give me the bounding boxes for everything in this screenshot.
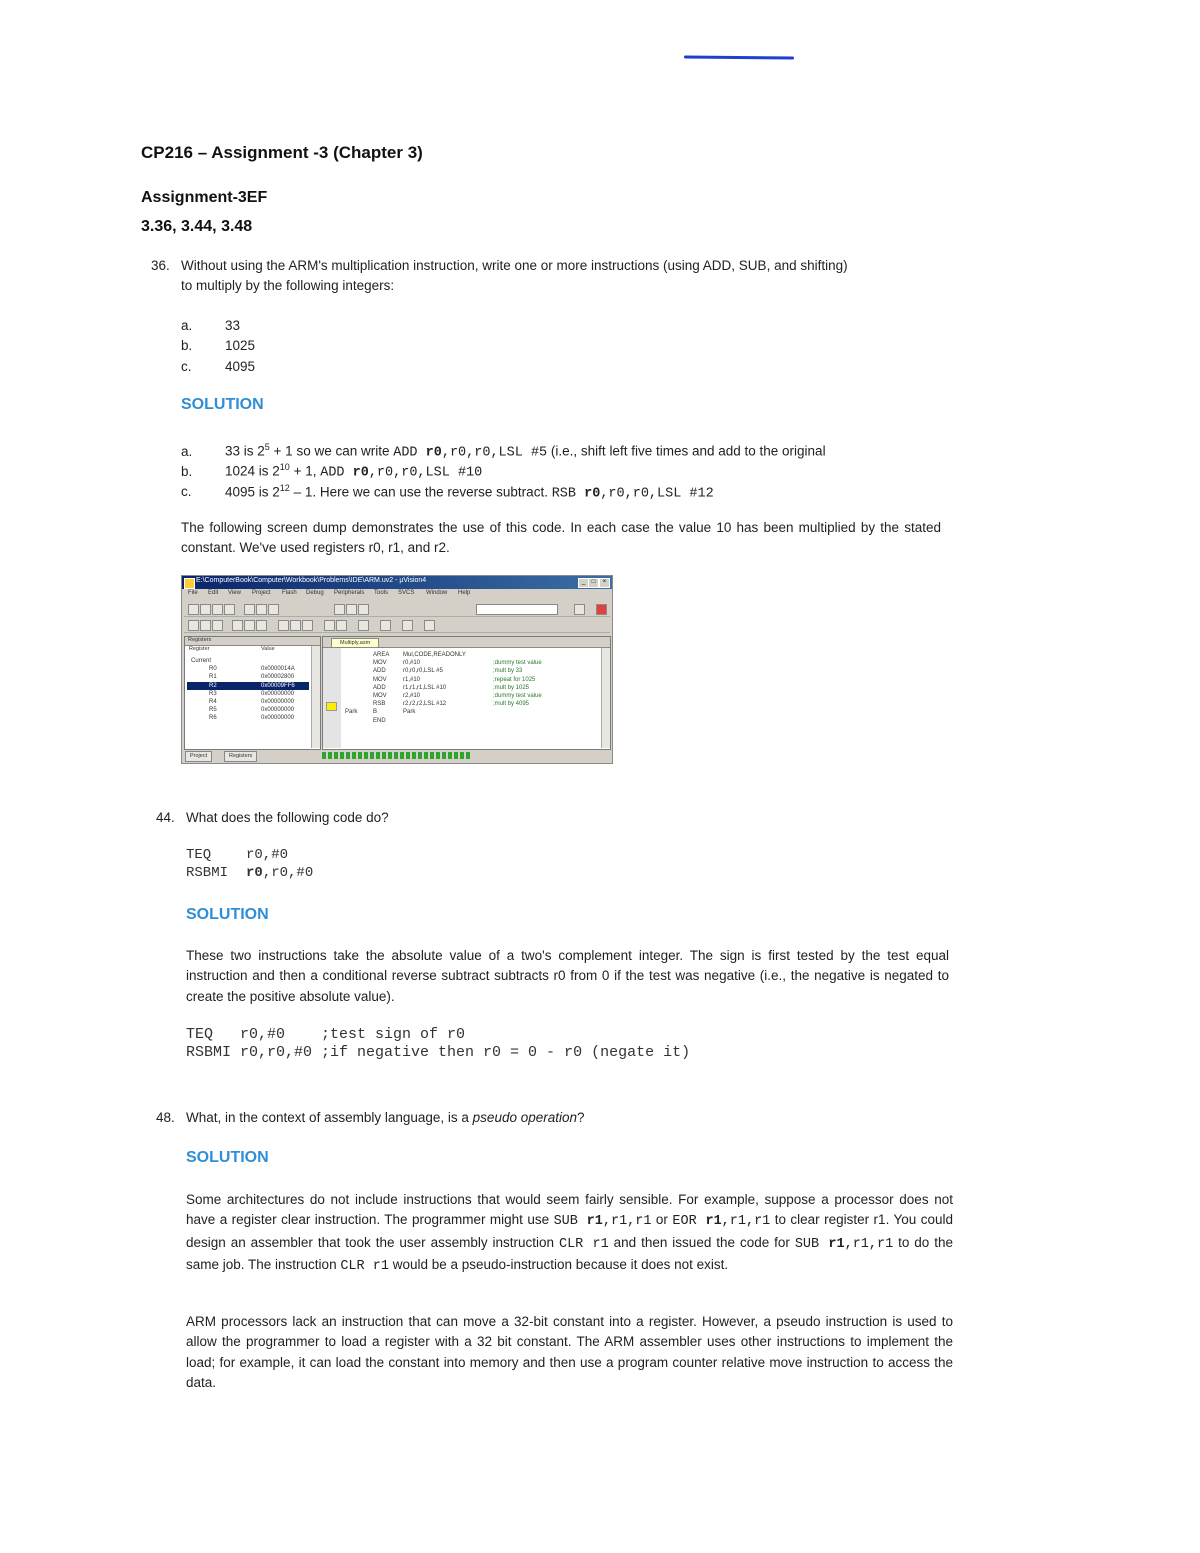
indent-icon bbox=[358, 604, 369, 615]
ide-window-title: E:\ComputerBook\Computer\Workbook\Problems\IDE\ARM.uv2 - µVision4 bbox=[196, 577, 427, 584]
menu-item: File bbox=[188, 590, 198, 596]
find-icon bbox=[334, 604, 345, 615]
system-viewer-icon bbox=[402, 620, 413, 631]
q48-number: 48. bbox=[156, 1110, 175, 1125]
q44-answer: These two instructions take the absolute value of a two's complement integer. The sign is first tested by the test equal instruction and then a conditional reverse subtract subtracts r0 from 0 if the test was negative (i.e., the negative is negated to create the positive absolute value). bbox=[186, 948, 949, 1004]
menu-item: Flash bbox=[282, 590, 297, 596]
editor-horizontal-scroll bbox=[322, 752, 472, 759]
file-tab: Multiply.asm bbox=[331, 638, 379, 648]
q36-dump-text: The following screen dump demonstrates the use of this code. In each case the value 10 has been multiplied by the stated constant. We've used registers r0, r1, and r2. bbox=[181, 520, 941, 556]
ide-title-bar bbox=[182, 576, 612, 589]
table-row: R2 0x00009FF6 bbox=[187, 682, 309, 690]
step-into-icon bbox=[232, 620, 243, 631]
menu-item: Edit bbox=[208, 590, 219, 596]
reset-icon bbox=[188, 620, 199, 631]
q44-code-line1: TEQ r0,#0 bbox=[186, 847, 289, 863]
q44-solution-label: SOLUTION bbox=[186, 906, 269, 923]
table-row: R4 0x00000000 bbox=[209, 698, 295, 705]
registers-icon bbox=[290, 620, 301, 631]
editor-panel-header bbox=[323, 637, 610, 648]
list-item: c. 4095 is $2^{12} - 1$. Here we can use the reverse subtract. RSB r0,r0,r0,LSL #12 bbox=[181, 482, 714, 502]
pen-mark bbox=[684, 55, 794, 59]
editor-gutter bbox=[323, 648, 341, 748]
q44-code2-line2: RSBMI r0,r0,#0 ;if negative then r0 = 0 - r0 (negate it) bbox=[186, 1044, 691, 1061]
menu-item: Help bbox=[458, 590, 471, 596]
list-item: a. 33 bbox=[181, 318, 241, 333]
table-row: R3 0x00000000 bbox=[209, 690, 295, 697]
project-tab: Project bbox=[185, 751, 212, 762]
list-item: b. 1025 bbox=[181, 338, 256, 354]
ide-toolbar-2 bbox=[184, 618, 610, 633]
menu-item: Tools bbox=[374, 590, 389, 596]
serial-icon bbox=[336, 620, 347, 631]
ide-menu-bar bbox=[182, 589, 612, 600]
copy-icon bbox=[256, 604, 267, 615]
trace-icon bbox=[380, 620, 391, 631]
registers-table bbox=[187, 651, 309, 723]
paste-icon bbox=[268, 604, 279, 615]
q48-question: What, in the context of assembly language, is a pseudo operation? bbox=[186, 1110, 585, 1125]
editor-panel: Multiply.asm AREA Mul,CODE,READONLY MOV r0,#10 ;dummy test value ADD r0,r0,r0,LSL #5 ;mult by 33 MOV r1,#10 ;repeat for 1025 ADD r1,r1,r1,LSL #10 ;mult by 1025 MOV r2,#10 ;dummy test value RSB r2,r2,r2,LSL #12 ;mult by 4095 Park B Park END bbox=[322, 636, 611, 750]
menu-item: SVCS bbox=[398, 590, 415, 596]
registers-panel-header: Registers bbox=[185, 637, 320, 646]
watch-icon bbox=[324, 620, 335, 631]
ide-status-bar bbox=[182, 750, 612, 763]
menu-item: Window bbox=[426, 590, 448, 596]
table-row: R0 0x0000014A bbox=[209, 666, 295, 673]
step-over-icon bbox=[244, 620, 255, 631]
registers-tab: Registers bbox=[224, 751, 257, 762]
list-item: c. 4095 bbox=[181, 358, 256, 374]
menu-item: Project bbox=[252, 590, 271, 596]
registers-scrollbar bbox=[311, 646, 320, 748]
run-icon bbox=[200, 620, 211, 631]
registers-panel bbox=[184, 636, 321, 750]
q44-code2-line1: TEQ r0,#0 ;test sign of r0 bbox=[186, 1026, 466, 1043]
editor-scrollbar bbox=[601, 648, 610, 748]
list-item: b. 1024 is $2^{10} + 1$, ADD r0,r0,r0,LSL #10 bbox=[181, 462, 483, 481]
save-icon bbox=[212, 604, 223, 615]
step-out-icon bbox=[256, 620, 267, 631]
disassembly-icon bbox=[278, 620, 289, 631]
toolbox-icon bbox=[424, 620, 435, 631]
bookmark-icon bbox=[346, 604, 357, 615]
q36-integer-list bbox=[181, 316, 255, 377]
q36-solution-list bbox=[181, 437, 826, 502]
q36-solution-label: SOLUTION bbox=[181, 396, 264, 413]
stop-icon bbox=[596, 604, 607, 615]
search-combobox bbox=[476, 604, 558, 615]
assignment-subtitle: Assignment-3EF bbox=[141, 189, 268, 206]
memory-icon bbox=[302, 620, 313, 631]
q48-answer-paragraph2: ARM processors lack an instruction that can move a 32-bit constant into a register. However, a pseudo instruction is used to allow the programmer to load a register with a 32 bit constant. The ARM assembler uses other instructions to implement the load; for example, it can load the constant into memory and then use a program counter relative move instruction to access the data. bbox=[186, 1314, 953, 1391]
q44-number: 44. bbox=[156, 810, 175, 825]
q36-question-line2: to multiply by the following integers: bbox=[181, 278, 395, 293]
q44-code-line2: RSBMI r0,r0,#0 bbox=[186, 865, 314, 881]
maximize-icon: □ bbox=[588, 578, 599, 588]
menu-item: Peripherals bbox=[334, 590, 365, 596]
q36-question-line1: Without using the ARM's multiplication instruction, write one or more instructions (using ADD, SUB, and shifting) bbox=[181, 258, 848, 273]
problem-list: 3.36, 3.44, 3.48 bbox=[141, 218, 253, 235]
q44-question: What does the following code do? bbox=[186, 810, 389, 825]
new-file-icon bbox=[188, 604, 199, 615]
q48-answer-paragraph1: Some architectures do not include instructions that would seem fairly sensible. For example, suppose a processor does not have a register clear instruction. The programmer might use SUB r1,r1,r1 or EOR r1,r1,r1 to clear register r1. You could design an assembler that took the user assembly instruction CLR r1 and then issued the code for SUB r1,r1,r1 to do the same job. The instruction CLR r1 would be a pseudo-instruction because it does not exist. bbox=[186, 1192, 954, 1275]
analysis-icon bbox=[358, 620, 369, 631]
ide-screenshot bbox=[181, 575, 613, 764]
table-row: R6 0x00000000 bbox=[209, 715, 295, 722]
close-icon: × bbox=[599, 578, 610, 588]
execution-arrow-icon bbox=[326, 702, 337, 711]
list-item: a. 33 is $2^5 + 1$ so we can write ADD r0,r0,r0,LSL #5 (i.e., shift left five times and add to the original bbox=[181, 442, 826, 461]
cut-icon bbox=[244, 604, 255, 615]
registers-column-header: Register Value bbox=[189, 646, 275, 652]
q48-solution-label: SOLUTION bbox=[186, 1149, 269, 1166]
menu-item: View bbox=[228, 590, 241, 596]
register-group: Current bbox=[191, 658, 212, 664]
table-row: R5 0x00000000 bbox=[209, 707, 295, 714]
stop-debug-icon bbox=[212, 620, 223, 631]
open-file-icon bbox=[200, 604, 211, 615]
ide-toolbar-1 bbox=[184, 602, 610, 617]
app-icon bbox=[184, 578, 195, 589]
q36-number: 36. bbox=[151, 258, 170, 273]
save-all-icon bbox=[224, 604, 235, 615]
table-row: R1 0x00002800 bbox=[209, 674, 295, 681]
document-title: CP216 – Assignment -3 (Chapter 3) bbox=[141, 143, 423, 162]
minimize-icon: _ bbox=[578, 578, 589, 588]
menu-item: Debug bbox=[306, 590, 324, 596]
target-icon bbox=[574, 604, 585, 615]
